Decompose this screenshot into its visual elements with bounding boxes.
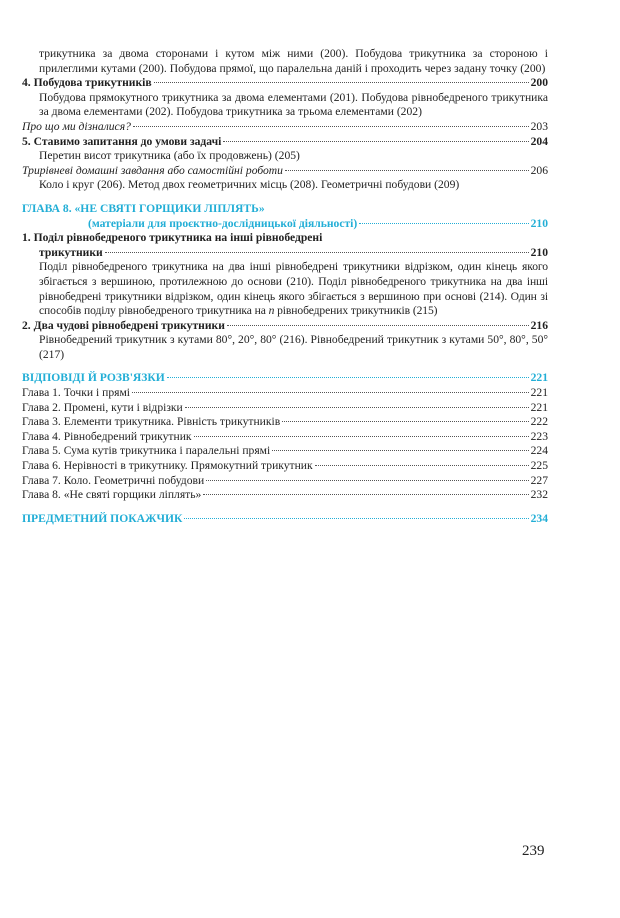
- dot-leader: [223, 141, 528, 142]
- entry-page: 216: [530, 318, 548, 332]
- entry-page: 224: [530, 444, 548, 458]
- homework-description: Коло і круг (206). Метод двох геометричних місць (208). Геометричні побудови (209): [39, 178, 460, 192]
- entry-page: 222: [530, 415, 548, 429]
- entry-title-cont: трикутники: [39, 245, 103, 259]
- answers-item[interactable]: [22, 474, 548, 489]
- dot-leader: [194, 436, 529, 437]
- dot-leader: [315, 465, 529, 466]
- chapter-8-heading[interactable]: [22, 202, 548, 217]
- entry-title: Глава 5. Сума кутів трикутника і паралельні прямі: [22, 444, 271, 458]
- answers-item[interactable]: [22, 444, 548, 459]
- chapter-8-subtitle-row[interactable]: [22, 217, 548, 232]
- desc-part-b: рівнобедрених трикутників (215): [274, 304, 438, 318]
- entry-page: 206: [530, 163, 548, 177]
- toc-entry-section-4[interactable]: [22, 76, 548, 91]
- index-title: ПРЕДМЕТНИЙ ПОКАЖЧИК: [22, 511, 183, 525]
- entry-title: 2. Два чудові рівнобедрені трикутники: [22, 318, 225, 332]
- dot-leader: [206, 480, 528, 481]
- toc-entry-ch8-section-2[interactable]: [22, 319, 548, 334]
- dot-leader: [359, 223, 528, 224]
- entry-title: Глава 6. Нерівності в трикутнику. Прямокутний трикутник: [22, 459, 313, 473]
- desc-part-a: Поділ рівнобедреного трикутника на два інші рівнобедрені трикутники відрізком, один кінець якого збігається з вершиною, протилежною до основи (210). Поділ рівнобедреного трикутника на два інші рівнобедрені трикутники відрізком, один кінець якого збігається з вершиною при основі (214). Один зі способів поділу рівнобедреного трикутника на: [39, 260, 548, 318]
- entry-title: Глава 2. Промені, кути і відрізки: [22, 400, 183, 414]
- dot-leader: [154, 82, 529, 83]
- subject-index-heading[interactable]: [22, 512, 548, 527]
- answers-heading[interactable]: [22, 371, 548, 386]
- dot-leader: [227, 325, 529, 326]
- chapter-title: ГЛАВА 8. «НЕ СВЯТІ ГОРЩИКИ ЛІПЛЯТЬ»: [22, 201, 265, 215]
- section-5-description: Перетин висот трикутника (або їх продовжень) (205): [39, 149, 300, 163]
- entry-page: 204: [530, 134, 548, 148]
- entry-title: 1. Поділ рівнобедреного трикутника на інші рівнобедрені: [22, 231, 323, 245]
- entry-title: Про що ми дізналися?: [22, 119, 131, 133]
- entry-page: 221: [530, 400, 548, 414]
- entry-title: Глава 8. «Не святі горщики ліплять»: [22, 488, 202, 502]
- dot-leader: [185, 407, 529, 408]
- answers-item[interactable]: [22, 401, 548, 416]
- ch8-section-1-description: [22, 260, 548, 318]
- spacer: [22, 503, 548, 512]
- answers-item[interactable]: [22, 459, 548, 474]
- toc-entry-homework[interactable]: [22, 164, 548, 179]
- dot-leader: [184, 518, 528, 519]
- page-number: 239: [522, 843, 545, 859]
- section-3-continuation: трикутника за двома сторонами і кутом між ними (200). Побудова трикутника за стороною і прилеглими кутами (200). Побудова прямої, що паралельна даній і проходить через задану точку (200): [39, 47, 548, 75]
- dot-leader: [282, 421, 528, 422]
- dot-leader: [285, 170, 529, 171]
- toc-entry-section-5[interactable]: [22, 135, 548, 150]
- section-4-description: Побудова прямокутного трикутника за двома елементами (201). Побудова рівнобедреного трикутника за двома елементами (202). Побудова трикутника за трьома елементами (202): [39, 90, 548, 119]
- desc-variable: n: [268, 304, 275, 318]
- entry-page: 210: [530, 216, 548, 230]
- answers-item[interactable]: [22, 386, 548, 401]
- entry-title: 4. Побудова трикутників: [22, 76, 152, 90]
- entry-title: Глава 1. Точки і прямі: [22, 386, 131, 400]
- entry-page: 203: [530, 119, 548, 133]
- toc-entry-ch8-section-1-line2[interactable]: [22, 246, 548, 261]
- entry-page: 221: [530, 371, 548, 385]
- dot-leader: [167, 377, 529, 378]
- dot-leader: [132, 392, 529, 393]
- dot-leader: [203, 494, 528, 495]
- entry-page: 200: [530, 76, 548, 90]
- table-of-contents: [22, 47, 548, 526]
- spacer: [22, 193, 548, 202]
- entry-page: 223: [530, 429, 548, 443]
- answers-item[interactable]: [22, 488, 548, 503]
- entry-title: Глава 7. Коло. Геометричні побудови: [22, 473, 205, 487]
- dot-leader: [272, 450, 528, 451]
- dot-leader: [105, 252, 529, 253]
- entry-title: Глава 4. Рівнобедрений трикутник: [22, 429, 192, 443]
- entry-page: 227: [530, 473, 548, 487]
- entry-page: 210: [530, 245, 548, 259]
- entry-title: Глава 3. Елементи трикутника. Рівність трикутників: [22, 415, 281, 429]
- toc-entry-what-we-learned[interactable]: [22, 120, 548, 135]
- entry-title: 5. Ставимо запитання до умови задачі: [22, 134, 222, 148]
- answers-title: ВІДПОВІДІ Й РОЗВ'ЯЗКИ: [22, 371, 165, 385]
- chapter-subtitle: (матеріали для проєктно-дослідницької діяльності): [88, 216, 358, 230]
- entry-title: Трирівневі домашні завдання або самостійні роботи: [22, 163, 283, 177]
- entry-page: 221: [530, 386, 548, 400]
- ch8-section-2-description: Рівнобедрений трикутник з кутами 80°, 20°, 80° (216). Рівнобедрений трикутник з кутами 50°, 80°, 50° (217): [39, 333, 548, 361]
- answers-item[interactable]: [22, 430, 548, 445]
- entry-page: 232: [530, 488, 548, 502]
- dot-leader: [133, 126, 529, 127]
- entry-page: 234: [530, 511, 548, 525]
- answers-item[interactable]: [22, 415, 548, 430]
- toc-entry-ch8-section-1-line1[interactable]: [22, 231, 548, 246]
- answers-list: [22, 386, 548, 503]
- entry-page: 225: [530, 459, 548, 473]
